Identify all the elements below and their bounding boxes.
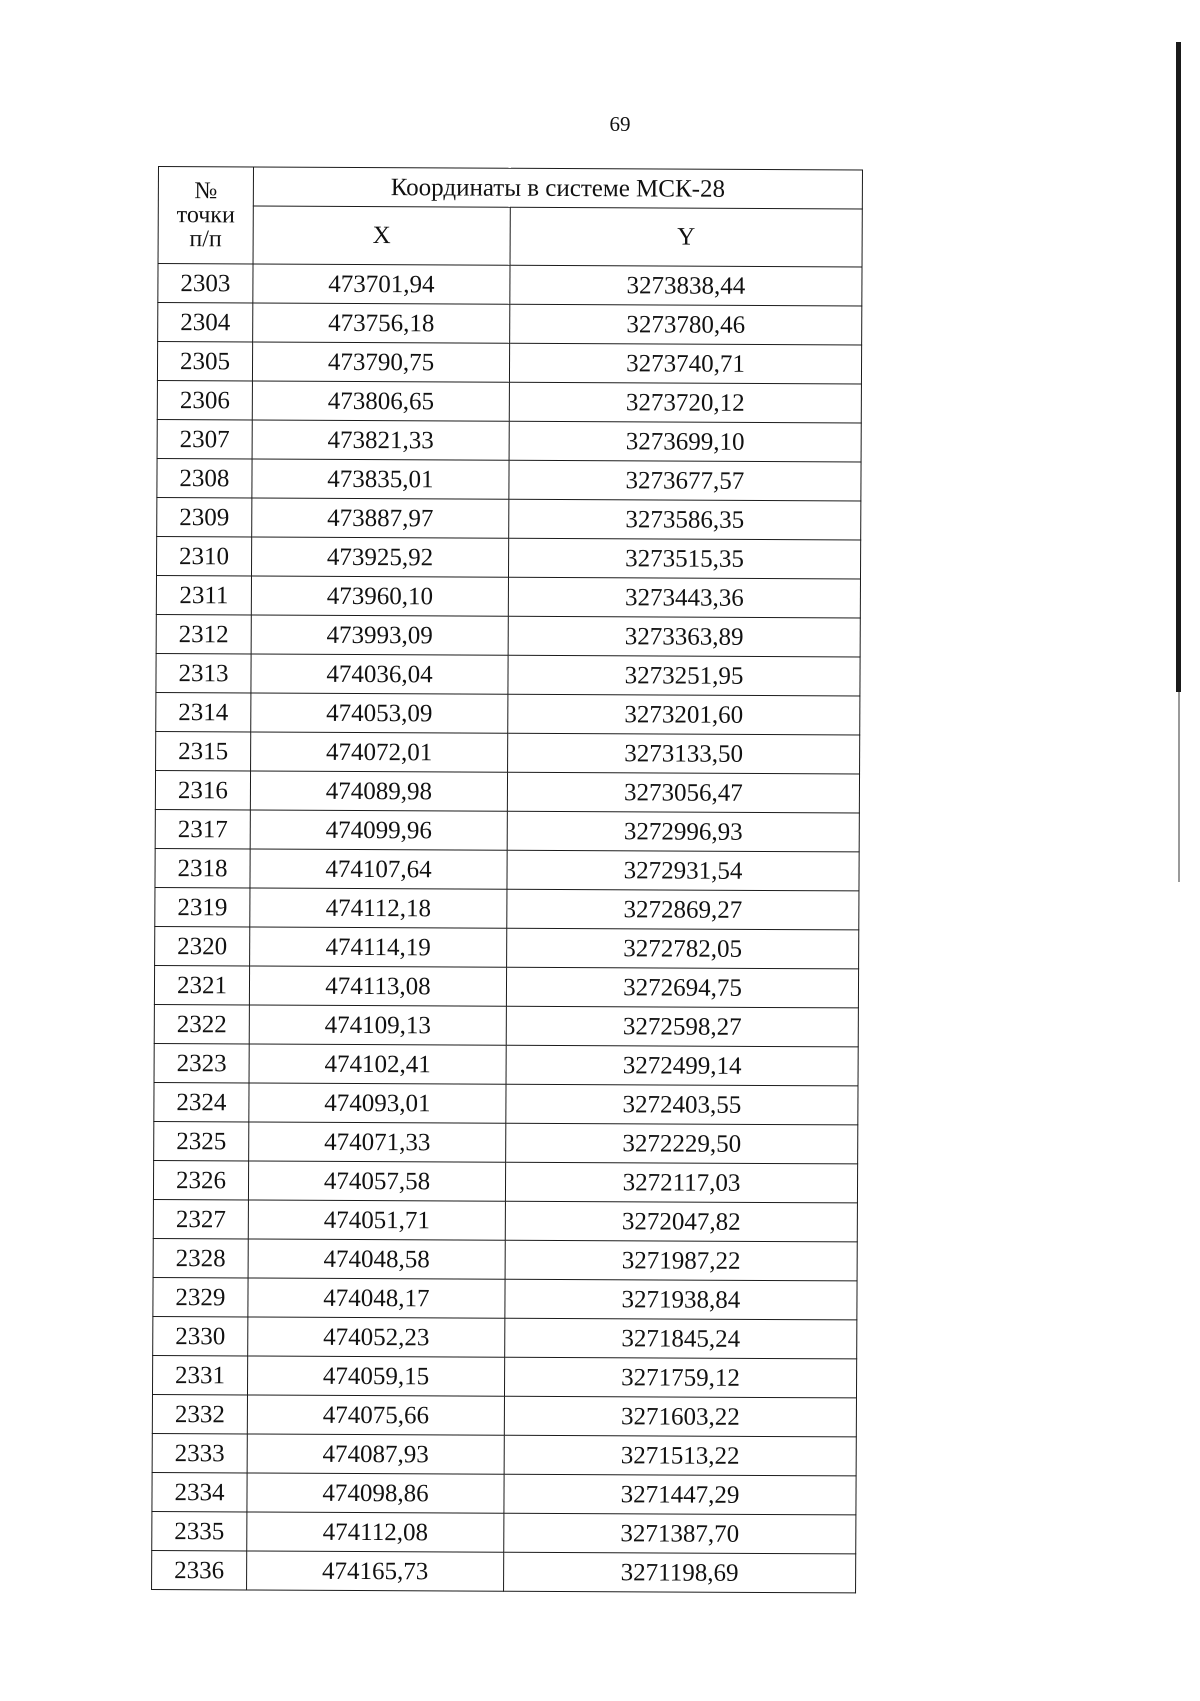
x-coordinate-cell: 474113,08: [249, 966, 506, 1006]
point-number-cell: 2319: [155, 887, 250, 926]
scan-edge-mark: [1176, 42, 1181, 692]
y-coordinate-cell: 3273780,46: [510, 304, 862, 345]
x-coordinate-cell: 474109,13: [249, 1005, 506, 1045]
table-row: [155, 848, 859, 890]
y-coordinate-cell: 3273251,95: [508, 655, 860, 696]
y-coordinate-cell: 3271938,84: [505, 1279, 857, 1320]
x-coordinate-cell: 473821,33: [252, 420, 509, 460]
table-row: [156, 731, 860, 773]
table-body: [152, 264, 862, 1593]
header-point-number: [158, 167, 253, 264]
point-number-cell: 2331: [152, 1355, 247, 1394]
point-number-cell: 2307: [157, 419, 252, 458]
table-row: [153, 1316, 857, 1358]
y-coordinate-cell: 3273720,12: [509, 382, 861, 423]
x-coordinate-cell: 474036,04: [251, 654, 508, 694]
table-row: [154, 1043, 858, 1085]
x-coordinate-cell: 474093,01: [249, 1083, 506, 1123]
point-number-cell: 2334: [152, 1472, 247, 1511]
x-coordinate-cell: 474051,71: [248, 1200, 505, 1240]
point-number-cell: 2324: [154, 1082, 249, 1121]
x-coordinate-cell: 474112,18: [250, 888, 507, 928]
table-row: [157, 342, 861, 384]
point-number-cell: 2313: [156, 653, 251, 692]
point-number-cell: 2317: [155, 809, 250, 848]
y-coordinate-cell: 3273056,47: [507, 772, 859, 813]
y-coordinate-cell: 3271387,70: [504, 1513, 856, 1554]
point-number-cell: 2304: [158, 303, 253, 342]
table-row: [156, 653, 860, 695]
x-coordinate-cell: 474099,96: [250, 810, 507, 850]
point-number-cell: 2311: [156, 575, 251, 614]
table-row: [153, 1199, 857, 1241]
x-coordinate-cell: 474087,93: [247, 1434, 504, 1474]
table-row: [158, 264, 862, 306]
table-row: [157, 380, 861, 422]
y-coordinate-cell: 3272598,27: [506, 1006, 858, 1047]
point-number-cell: 2320: [155, 926, 250, 965]
y-coordinate-cell: 3272229,50: [506, 1123, 858, 1164]
y-coordinate-cell: 3272869,27: [507, 889, 859, 930]
table-row: [155, 887, 859, 929]
x-coordinate-cell: 474048,17: [248, 1278, 505, 1318]
point-number-cell: 2326: [153, 1160, 248, 1199]
y-coordinate-cell: 3273443,36: [508, 577, 860, 618]
y-coordinate-cell: 3271447,29: [504, 1474, 856, 1515]
x-coordinate-cell: 474053,09: [251, 693, 508, 733]
header-point-number-line: №: [194, 178, 218, 205]
x-coordinate-cell: 473960,10: [251, 576, 508, 616]
y-coordinate-cell: 3272996,93: [507, 811, 859, 852]
point-number-cell: 2325: [154, 1121, 249, 1160]
point-number-cell: 2322: [154, 1004, 249, 1043]
point-number-cell: 2312: [156, 614, 251, 653]
table-row: [154, 1082, 858, 1124]
table-row: [158, 303, 862, 345]
header-point-number-line: п/п: [189, 226, 222, 253]
point-number-cell: 2332: [152, 1394, 247, 1433]
page-number: 69: [609, 112, 631, 136]
y-coordinate-cell: 3272047,82: [505, 1201, 857, 1242]
table-row: [156, 692, 860, 734]
x-coordinate-cell: 474089,98: [250, 771, 507, 811]
table-row: [154, 1121, 858, 1163]
x-coordinate-cell: 473806,65: [252, 381, 509, 421]
y-coordinate-cell: 3272931,54: [507, 850, 859, 891]
y-coordinate-cell: 3271513,22: [504, 1435, 856, 1476]
x-coordinate-cell: 473925,92: [251, 537, 508, 577]
y-coordinate-cell: 3271845,24: [505, 1318, 857, 1359]
table-row: [154, 965, 858, 1007]
y-coordinate-cell: 3271987,22: [505, 1240, 857, 1281]
point-number-cell: 2309: [157, 497, 252, 536]
point-number-cell: 2333: [152, 1433, 247, 1472]
point-number-cell: 2329: [153, 1277, 248, 1316]
table-row: [157, 458, 861, 500]
table-row: [152, 1472, 856, 1514]
x-coordinate-cell: 473790,75: [252, 342, 509, 382]
point-number-cell: 2328: [153, 1238, 248, 1277]
table-row: [152, 1550, 856, 1592]
table-row: [152, 1511, 856, 1553]
point-number-cell: 2316: [155, 770, 250, 809]
table-row: [157, 419, 861, 461]
table-row: [152, 1355, 856, 1397]
point-number-cell: 2303: [158, 264, 253, 303]
header-point-number-line: точки: [176, 202, 235, 229]
y-coordinate-cell: 3272694,75: [506, 967, 858, 1008]
y-coordinate-cell: 3273586,35: [509, 499, 861, 540]
point-number-cell: 2321: [154, 965, 249, 1004]
point-number-cell: 2305: [157, 342, 252, 381]
y-coordinate-cell: 3273699,10: [509, 421, 861, 462]
y-coordinate-cell: 3272403,55: [506, 1084, 858, 1125]
table-row: [156, 575, 860, 617]
header-row-top: [158, 167, 862, 209]
x-coordinate-cell: 474107,64: [250, 849, 507, 889]
table-row: [155, 770, 859, 812]
y-coordinate-cell: 3273363,89: [508, 616, 860, 657]
y-coordinate-cell: 3273740,71: [509, 343, 861, 384]
x-coordinate-cell: 474114,19: [250, 927, 507, 967]
coordinates-table: [151, 166, 863, 1593]
x-coordinate-cell: 474112,08: [247, 1512, 504, 1552]
point-number-cell: 2308: [157, 458, 252, 497]
point-number-cell: 2336: [152, 1550, 247, 1589]
table-row: [156, 614, 860, 656]
header-x: X: [253, 206, 510, 265]
x-coordinate-cell: 474052,23: [248, 1317, 505, 1357]
x-coordinate-cell: 474048,58: [248, 1239, 505, 1279]
table-row: [157, 497, 861, 539]
x-coordinate-cell: 473835,01: [252, 459, 509, 499]
x-coordinate-cell: 474102,41: [249, 1044, 506, 1084]
table-row: [153, 1277, 857, 1319]
y-coordinate-cell: 3271198,69: [504, 1552, 856, 1593]
x-coordinate-cell: 474072,01: [251, 732, 508, 772]
point-number-cell: 2335: [152, 1511, 247, 1550]
point-number-cell: 2323: [154, 1043, 249, 1082]
table-row: [154, 1004, 858, 1046]
table-row: [152, 1433, 856, 1475]
point-number-cell: 2310: [156, 536, 251, 575]
table-row: [153, 1238, 857, 1280]
y-coordinate-cell: 3273133,50: [508, 733, 860, 774]
x-coordinate-cell: 473756,18: [253, 303, 510, 343]
table-row: [155, 809, 859, 851]
x-coordinate-cell: 474165,73: [247, 1551, 504, 1591]
y-coordinate-cell: 3272117,03: [505, 1162, 857, 1203]
x-coordinate-cell: 473993,09: [251, 615, 508, 655]
x-coordinate-cell: 474075,66: [247, 1395, 504, 1435]
table-header: [158, 167, 862, 267]
point-number-cell: 2306: [157, 380, 252, 419]
x-coordinate-cell: 473887,97: [252, 498, 509, 538]
y-coordinate-cell: 3272499,14: [506, 1045, 858, 1086]
point-number-cell: 2330: [153, 1316, 248, 1355]
x-coordinate-cell: 474071,33: [249, 1122, 506, 1162]
header-y: Y: [510, 207, 862, 267]
x-coordinate-cell: 473701,94: [253, 264, 510, 304]
x-coordinate-cell: 474059,15: [247, 1356, 504, 1396]
point-number-cell: 2314: [156, 692, 251, 731]
table-row: [155, 926, 859, 968]
y-coordinate-cell: 3273677,57: [509, 460, 861, 501]
header-coordinate-system: Координаты в системе МСК-28: [253, 167, 862, 209]
scan-edge-mark-faint: [1178, 692, 1180, 882]
point-number-cell: 2327: [153, 1199, 248, 1238]
y-coordinate-cell: 3273201,60: [508, 694, 860, 735]
x-coordinate-cell: 474098,86: [247, 1473, 504, 1513]
y-coordinate-cell: 3273838,44: [510, 265, 862, 306]
table-row: [153, 1160, 857, 1202]
x-coordinate-cell: 474057,58: [248, 1161, 505, 1201]
y-coordinate-cell: 3273515,35: [508, 538, 860, 579]
header-row-bottom: [158, 206, 862, 267]
table-row: [152, 1394, 856, 1436]
point-number-cell: 2315: [156, 731, 251, 770]
y-coordinate-cell: 3271759,12: [504, 1357, 856, 1398]
y-coordinate-cell: 3272782,05: [507, 928, 859, 969]
table-row: [156, 536, 860, 578]
y-coordinate-cell: 3271603,22: [504, 1396, 856, 1437]
point-number-cell: 2318: [155, 848, 250, 887]
